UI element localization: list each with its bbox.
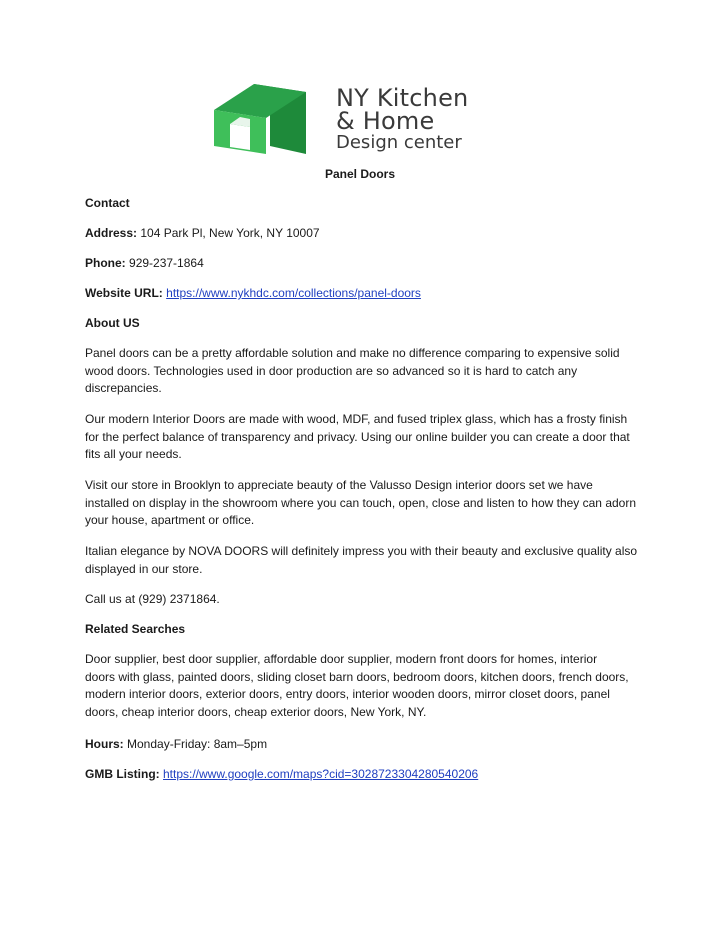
paragraph-line: wood doors. Technologies used in door production are so advanced so it is hard to catch any [85,363,578,378]
logo-line-3: Design center [336,132,462,153]
paragraph-line: displayed in our store. [85,561,203,576]
related-searches-heading: Related Searches [85,622,186,636]
paragraph-line: your house, apartment or office. [85,513,255,527]
logo-line-1: NY Kitchen [336,84,469,112]
paragraph-line: installed on display in the showroom where you can touch, open, close and listen to how they can adorn [85,495,637,510]
paragraph-line: Italian elegance by NOVA DOORS will definitely impress you with their beauty and exclusive quality also [85,544,638,558]
logo-line-2: & Home [336,107,435,135]
page-title: Panel Doors [324,167,396,181]
hours-label: Hours: [85,737,124,751]
about-heading: About US [85,316,140,330]
phone-value: 929-237-1864 [129,256,204,270]
logo-wordmark [336,86,468,154]
about-paragraph-2 [85,411,641,464]
about-paragraph-3 [85,477,641,530]
about-paragraph-4 [85,543,641,578]
hours-value: Monday-Friday: 8am–5pm [127,737,268,751]
paragraph-line: Call us at (929) 2371864. [85,592,220,606]
hours-row [85,736,267,754]
address-row [85,225,320,243]
website-label: Website URL: [85,286,163,300]
related-line: doors, cheap interior doors, cheap exterior doors, New York, NY. [85,704,427,719]
gmb-label: GMB Listing: [85,767,160,781]
about-paragraph-1 [85,345,641,398]
paragraph-line: for the perfect balance of transparency and privacy. Using our online builder you can create a door that [85,429,630,444]
related-line: doors with glass, painted doors, sliding closet barn doors, bedroom doors, kitchen doors, french doors, [85,669,629,684]
gmb-row [85,766,478,784]
paragraph-line: fits all your needs. [85,447,182,461]
paragraph-line: Visit our store in Brooklyn to appreciate beauty of the Valusso Design interior doors set we have [85,478,593,492]
related-line: Door supplier, best door supplier, affordable door supplier, modern front doors for homes, interior [85,652,598,666]
address-value: 104 Park Pl, New York, NY 10007 [140,226,320,240]
contact-heading: Contact [85,196,130,210]
paragraph-line: discrepancies. [85,381,162,395]
about-paragraph-5 [85,591,641,609]
related-searches-list [85,651,641,721]
related-line: modern interior doors, exterior doors, entry doors, interior wooden doors, mirror closet doors, panel [85,687,610,701]
house-logo-icon [214,84,310,154]
paragraph-line: Our modern Interior Doors are made with wood, MDF, and fused triplex glass, which has a frosty finish [85,412,628,426]
phone-row [85,255,204,273]
website-link[interactable]: https://www.nykhdc.com/collections/panel-doors [166,286,421,300]
website-row [85,285,421,303]
company-logo [214,78,514,154]
gmb-link[interactable]: https://www.google.com/maps?cid=3028723304280540206 [163,767,479,781]
address-label: Address: [85,226,138,240]
paragraph-line: Panel doors can be a pretty affordable solution and make no difference comparing to expensive solid [85,346,620,360]
phone-label: Phone: [85,256,126,270]
